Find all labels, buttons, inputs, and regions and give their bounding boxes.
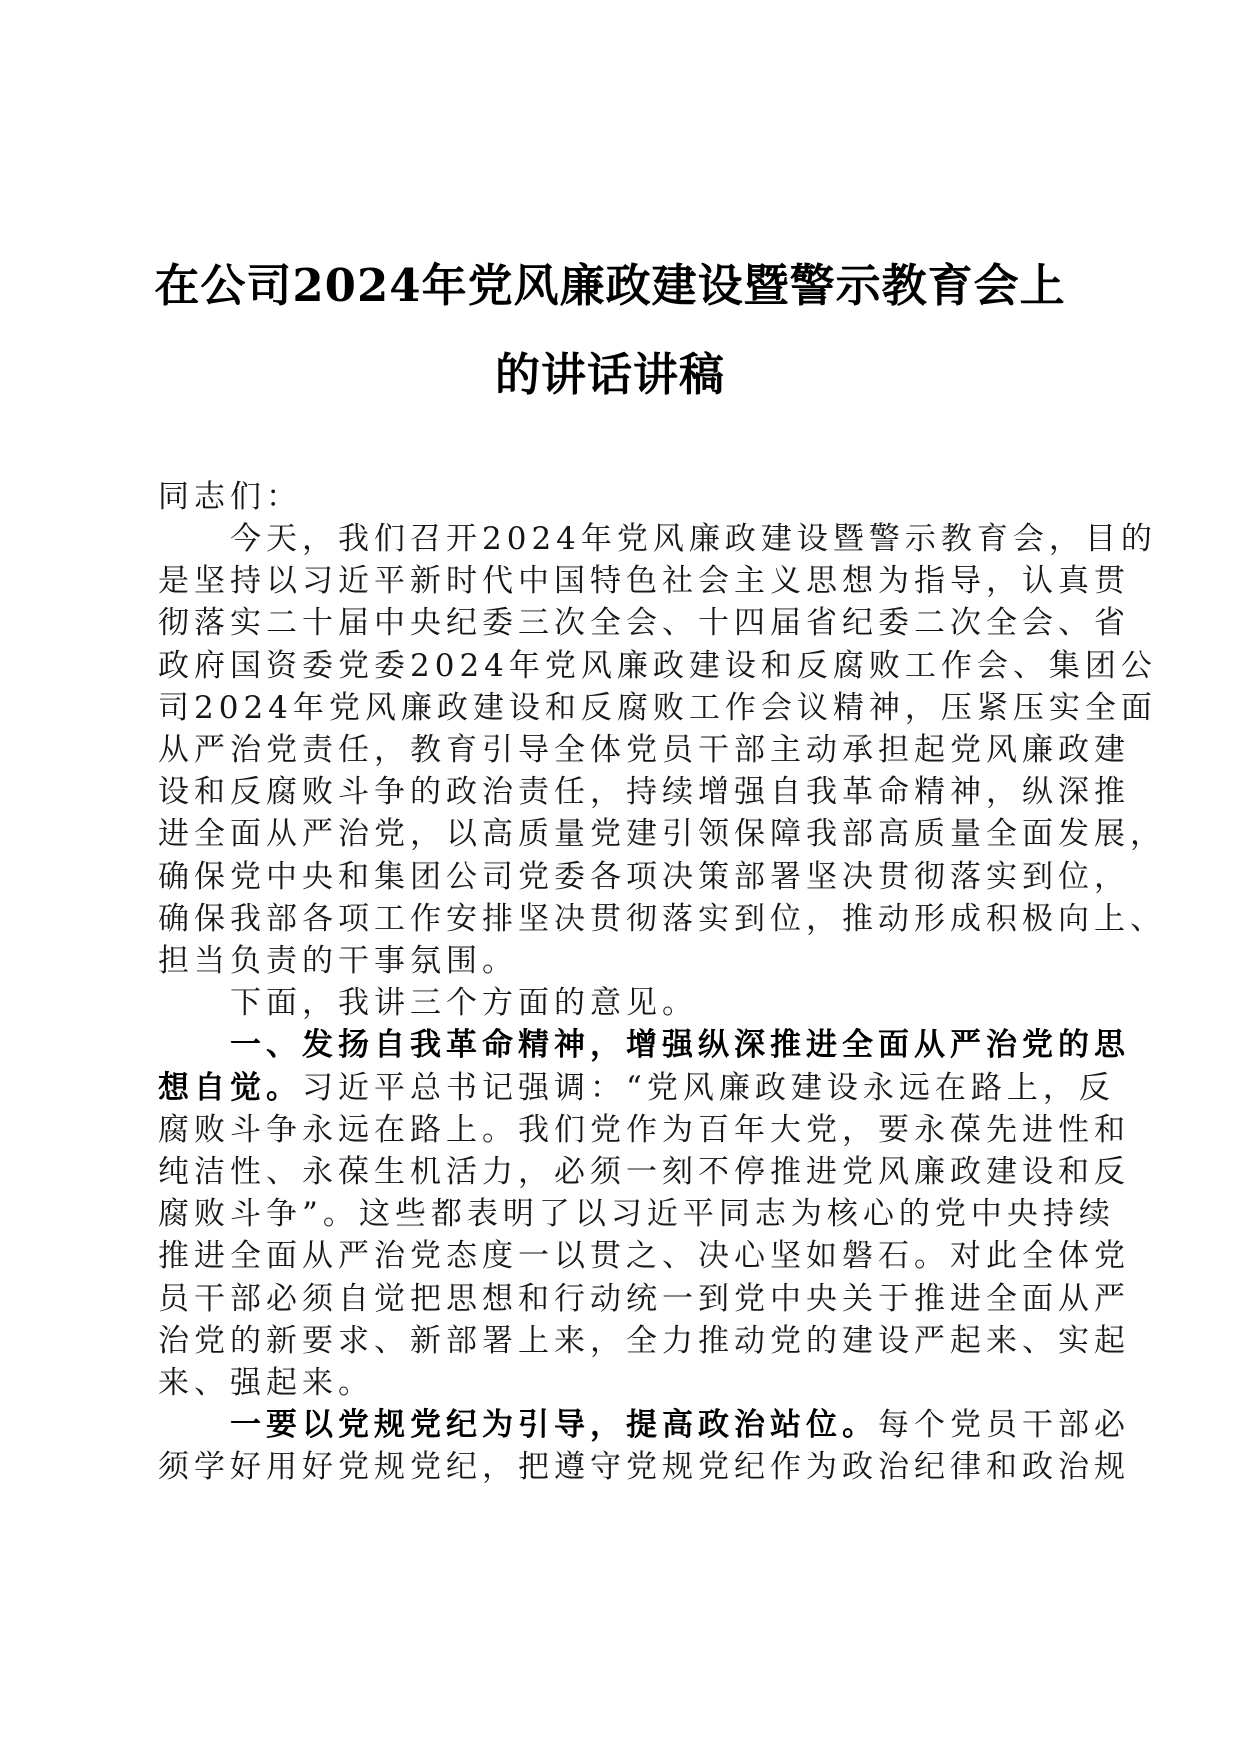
body-line: 今天，我们召开2024年党风廉政建设暨警示教育会，目的 — [158, 521, 1157, 557]
quote-start: 习近平总书记强调：“党风廉政建设永远在路上，反 — [302, 1070, 1115, 1106]
body-line: 来、强起来。 — [158, 1365, 374, 1401]
body-line: 担当负责的干事氛围。 — [158, 943, 518, 979]
body-line: 设和反腐败斗争的政治责任，持续增强自我革命精神，纵深推 — [158, 774, 1130, 810]
body-line: 确保我部各项工作安排坚决贯彻落实到位，推动形成积极向上、 — [158, 901, 1166, 937]
body-line: 腐败斗争”。这些都表明了以习近平同志为核心的党中央持续 — [158, 1196, 1115, 1232]
body-line: 治党的新要求、新部署上来，全力推动党的建设严起来、实起 — [158, 1323, 1130, 1359]
document-title-line-1: 在公司2024年党风廉政建设暨警示教育会上 — [154, 259, 1066, 312]
subheading-1: 一要以党规党纪为引导，提高政治站位。 — [158, 1407, 878, 1443]
body-line: 进全面从严治党，以高质量党建引领保障我部高质量全面发展， — [158, 816, 1166, 852]
body-line-mixed — [158, 1405, 1130, 1445]
body-line: 员干部必须自觉把思想和行动统一到党中央关于推进全面从严 — [158, 1281, 1130, 1317]
body-line: 是坚持以习近平新时代中国特色社会主义思想为指导，认真贯 — [158, 563, 1130, 599]
body-line: 彻落实二十届中央纪委三次全会、十四届省纪委二次全会、省 — [158, 605, 1130, 641]
section-heading-line: 一、发扬自我革命精神，增强纵深推进全面从严治党的思 — [158, 1027, 1130, 1063]
body-line: 推进全面从严治党态度一以贯之、决心坚如磐石。对此全体党 — [158, 1238, 1130, 1274]
salutation: 同志们： — [158, 479, 302, 515]
body-line: 司2024年党风廉政建设和反腐败工作会议精神，压紧压实全面 — [158, 690, 1157, 726]
body-line: 从严治党责任，教育引导全体党员干部主动承担起党风廉政建 — [158, 732, 1130, 768]
body-line: 纯洁性、永葆生机活力，必须一刻不停推进党风廉政建设和反 — [158, 1154, 1130, 1190]
body-line: 确保党中央和集团公司党委各项决策部署坚决贯彻落实到位， — [158, 859, 1130, 895]
subheading-1-text: 每个党员干部必 — [878, 1407, 1130, 1443]
body-line: 下面，我讲三个方面的意见。 — [158, 985, 698, 1021]
body-line: 政府国资委党委2024年党风廉政建设和反腐败工作会、集团公 — [158, 648, 1157, 684]
document-title-line-2: 的讲话讲稿 — [494, 348, 725, 401]
body-line: 腐败斗争永远在路上。我们党作为百年大党，要永葆先进性和 — [158, 1112, 1130, 1148]
section-heading-end: 想自觉。 — [158, 1070, 302, 1106]
body-line-mixed — [158, 1068, 1115, 1108]
body-line: 须学好用好党规党纪，把遵守党规党纪作为政治纪律和政治规 — [158, 1449, 1130, 1485]
